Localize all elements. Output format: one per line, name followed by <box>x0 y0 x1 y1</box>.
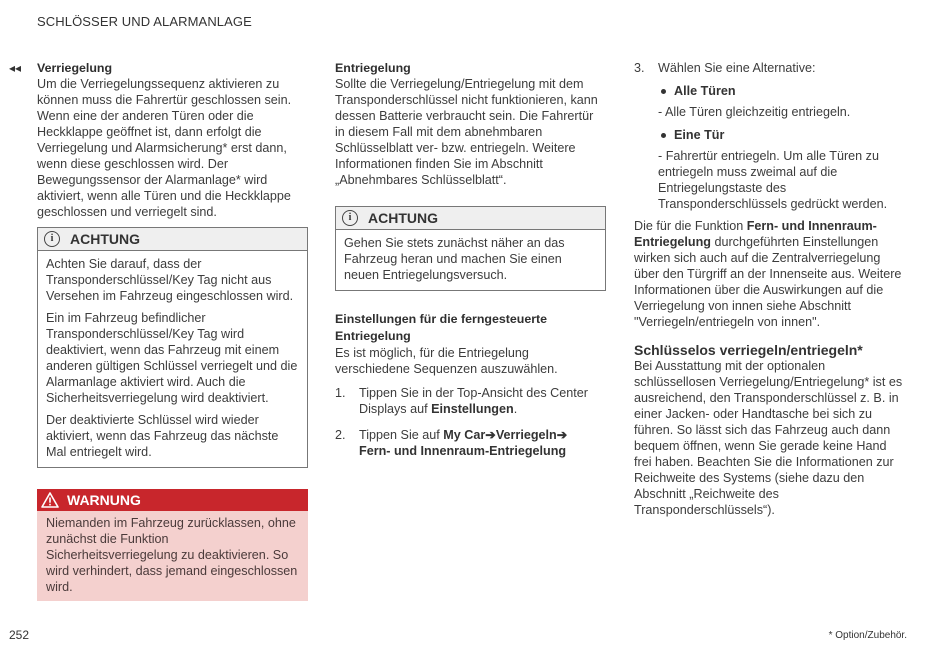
step-2-mycar: My Car <box>443 428 486 442</box>
achtung-paragraph-2: Ein im Fahrzeug befindlicher Transponderschlüssel/Key Tag wird deaktiviert, wenn das Fahrzeug mit einem anderen gültigen Schlüssel verriegelt und die Alarmanlage aktiviert wird. Auch die Sicherheitsverriegelung wird deaktiviert. <box>46 311 298 405</box>
warnung-box <box>37 489 308 601</box>
option-eine-tuer: Eine Tür <box>658 127 904 143</box>
previous-page-marker: ◂◂ <box>9 61 22 75</box>
section-title-entriegelung: Entriegelung <box>335 61 411 75</box>
step-1 <box>335 385 606 417</box>
step-2-fern-innenraum: Fern- und Innenraum-Entriegelung <box>359 444 567 458</box>
page-number: 252 <box>9 628 30 642</box>
step-3-text: Wählen Sie eine Alternative: <box>658 61 816 75</box>
achtung-label: ACHTUNG <box>70 231 140 247</box>
para-bold: Fern- und Innenraum-Entriegelung <box>634 219 877 249</box>
schluessellos-text: Bei Ausstattung mit der optionalen schlüssellosen Verriegelung/Entriegelung* ist es ausreichend, den Transponderschlüssel z. B. in einer Jacken- oder Handtasche bei sich zu führen. So lässt sich das Fahrzeug auch dann bequem öffnen, wenn Sie gerade keine Hand frei haben. Beachten Sie die Informationen zur Reichweite des Systems (siehe dazu den Abschnitt „Reichweite des Transponderschlüssels“). <box>634 359 903 517</box>
achtung-paragraph-1: Achten Sie darauf, dass der Transponderschlüssel/Key Tag nicht aus Versehen im Fahrzeug eingeschlossen wird. <box>46 257 294 303</box>
info-icon: i <box>44 231 60 247</box>
section-title-verriegelung: Verriegelung <box>37 61 113 75</box>
step-1-end: . <box>513 402 518 416</box>
entriegelung-text: Sollte die Verriegelung/Entriegelung mit dem Transponderschlüssel nicht funktionieren, kann dessen Batterie verbraucht sein. Die Fahrertür in diesem Fall mit dem abnehmbaren Schlüsselblatt ver- bzw. entriegeln. Weitere Informationen finden Sie im Abschnitt „Abnehmbares Schlüsselblatt“. <box>335 77 598 187</box>
para-pre: Die für die Funktion <box>634 219 744 233</box>
step-2-number: 2. <box>335 428 346 442</box>
column-1 <box>37 60 308 601</box>
step-2-text: Tippen Sie auf <box>359 428 440 442</box>
step-3 <box>634 60 904 76</box>
achtung-header-2 <box>336 207 605 230</box>
step-1-einstellungen: Einstellungen <box>431 402 514 416</box>
step-2-verriegeln: Verriegeln <box>495 428 557 442</box>
section-title-schluessellos: Schlüsselos verriegeln/entriegeln* <box>634 342 863 358</box>
section-title-settings: Einstellungen für die ferngesteuerte Entriegelung <box>335 312 548 343</box>
warnung-text: Niemanden im Fahrzeug zurücklassen, ohne zunächst die Funktion Sicherheitsverriegelung zu deaktivieren. So wird verhindert, dass jemand eingeschlossen wird. <box>46 516 298 594</box>
achtung-text-2: Gehen Sie stets zunächst näher an das Fahrzeug heran und machen Sie einen neuen Entriegelungsversuch. <box>344 236 565 282</box>
footnote: * Option/Zubehör. <box>828 630 907 641</box>
column-2 <box>335 60 606 459</box>
achtung-label-2: ACHTUNG <box>368 210 438 226</box>
step-3-number: 3. <box>634 61 645 75</box>
para-post: durchgeführten Einstellungen wirken sich auch auf die Zentralverriegelung über den Türgriff an der Innenseite aus. Weitere Informationen über die Auswirkungen auf die Verriegelung von innen siehe Abschnitt "Verriegeln/entriegeln von innen". <box>634 235 902 329</box>
settings-effect-paragraph <box>634 218 904 330</box>
achtung-box-1 <box>37 227 308 468</box>
arrow-icon: ➔ <box>556 428 568 442</box>
achtung-paragraph-3: Der deaktivierte Schlüssel wird wieder aktiviert, wenn das Fahrzeug das nächste Mal entriegelt wird. <box>46 413 279 459</box>
step-2 <box>335 427 606 459</box>
page-header: SCHLÖSSER UND ALARMANLAGE <box>37 14 252 29</box>
settings-steps-continued <box>634 60 904 76</box>
achtung-box-2 <box>335 206 606 291</box>
option-alle-tueren: Alle Türen <box>658 83 904 99</box>
info-icon: i <box>342 210 358 226</box>
step-1-number: 1. <box>335 386 346 400</box>
step-1-text: Tippen Sie in der Top-Ansicht des Center Displays auf <box>359 386 588 416</box>
warning-triangle-icon <box>41 492 59 508</box>
achtung-header <box>38 228 307 251</box>
settings-steps <box>335 385 606 459</box>
warnung-label: WARNUNG <box>67 492 141 508</box>
settings-text: Es ist möglich, für die Entriegelung verschiedene Sequenzen auszuwählen. <box>335 346 558 376</box>
verriegelung-text: Um die Verriegelungssequenz aktivieren zu können muss die Fahrertür geschlossen sein. Wenn eine der anderen Türen oder die Heckklappe geöffnet ist, dann erfolgt die Verriegelung und Alarmsicherung* erst dann, wenn diese geschlossen wird. Der Bewegungssensor der Alarmanlage* wird aktiviert, wenn alle Türen und die Heckklappe geschlossen und verriegelt sind. <box>37 77 292 219</box>
option-eine-tuer-desc: - Fahrertür entriegeln. Um alle Türen zu entriegeln muss zweimal auf die Entriegelungstaste des Transponderschlüssels gedrückt werden. <box>658 149 888 211</box>
warnung-header <box>37 489 308 511</box>
option-alle-tueren-desc: - Alle Türen gleichzeitig entriegeln. <box>658 105 851 119</box>
column-3 <box>634 60 904 518</box>
arrow-icon: ➔ <box>485 428 496 442</box>
